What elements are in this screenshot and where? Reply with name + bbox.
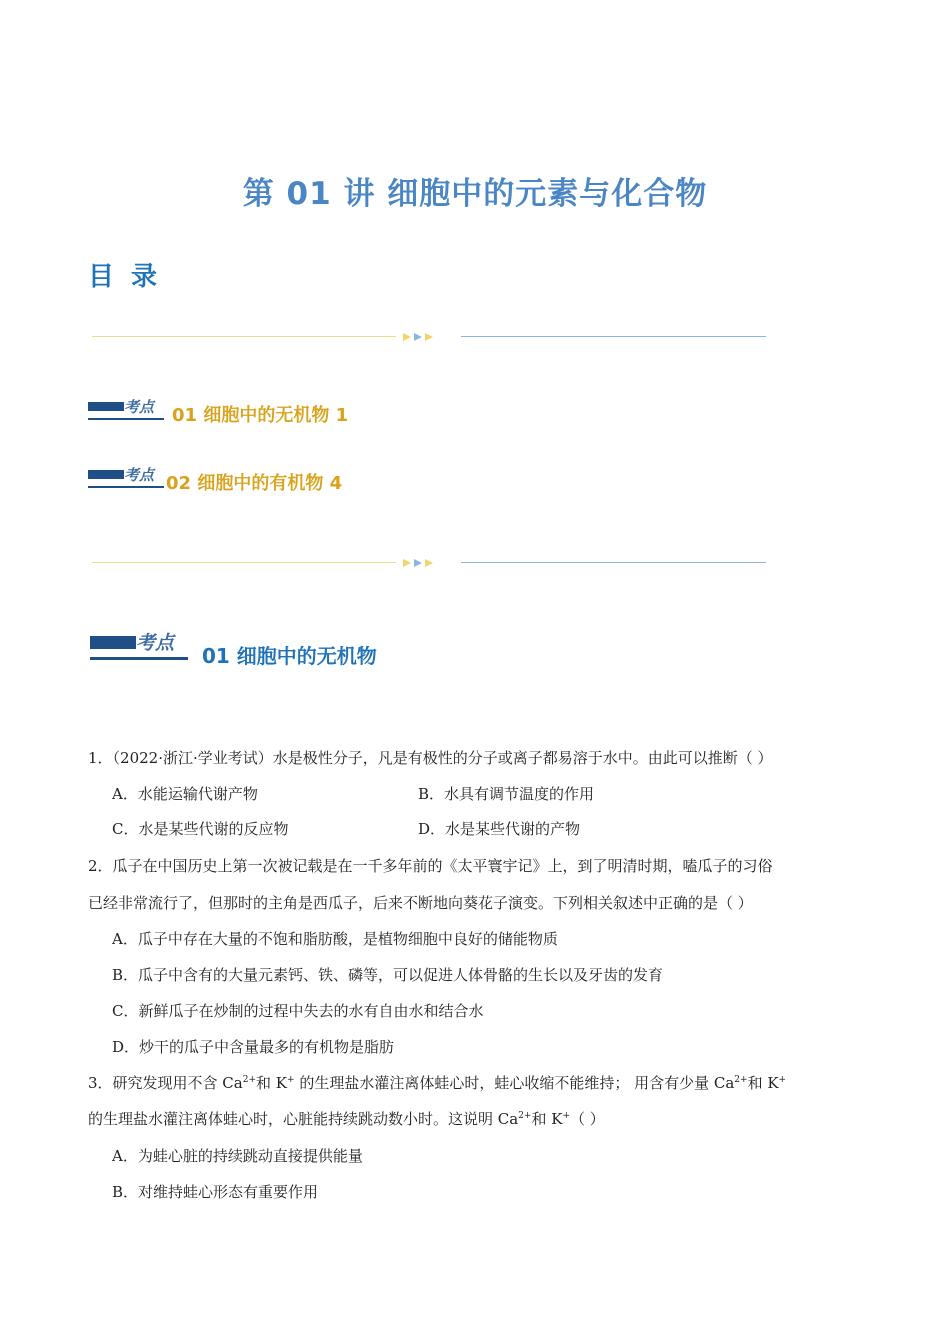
question-1-option-a: A．水能运输代谢产物 (112, 785, 258, 803)
question-1-option-b: B．水具有调节温度的作用 (418, 785, 595, 803)
document-title: 第 01 讲 细胞中的元素与化合物 (242, 176, 708, 212)
toc-badge-1: 考点 (88, 398, 168, 422)
question-3-option-a: A．为蛙心脏的持续跳动直接提供能量 (112, 1147, 363, 1165)
question-2-option-c: C．新鲜瓜子在炒制的过程中失去的水有自由水和结合水 (112, 1002, 484, 1020)
toc-item-1[interactable]: 01 细胞中的无机物 1 (172, 405, 349, 426)
question-2-stem-line-2: 已经非常流行了，但那时的主角是西瓜子，后来不断地向葵花子演变。下列相关叙述中正确的是（ ） (88, 894, 753, 912)
question-2-stem-line-1: 2．瓜子在中国历史上第一次被记载是在一千多年前的《太平寰宇记》上，到了明清时期，嗑瓜子的习俗 (88, 857, 773, 875)
toc-heading: 目 录 (88, 262, 162, 292)
question-1-stem: 1．（2022·浙江·学业考试）水是极性分子，凡是有极性的分子或离子都易溶于水中。由此可以推断（ ） (88, 749, 773, 767)
toc-item-2[interactable]: 02 细胞中的有机物 4 (166, 473, 343, 494)
question-1-option-d: D．水是某些代谢的产物 (418, 820, 581, 838)
question-3-stem-line-1: 3．研究发现用不含 $Ca^{2+}$和 K+ 的生理盐水灌注离体蛙心时，蛙心收缩不能维持； 用含有少量 $Ca^{2+}$和 K+ (88, 1074, 787, 1092)
question-2-option-d: D．炒干的瓜子中含量最多的有机物是脂肪 (112, 1038, 395, 1056)
toc-badge-2: 考点 (88, 466, 168, 490)
question-2-option-b: B．瓜子中含有的大量元素钙、铁、磷等，可以促进人体骨骼的生长以及牙齿的发育 (112, 966, 664, 984)
triple-arrow-icon (403, 556, 443, 570)
section-badge: 考点 (90, 632, 190, 660)
divider-top (92, 330, 766, 344)
question-1-option-c: C．水是某些代谢的反应物 (112, 820, 289, 838)
triple-arrow-icon (403, 330, 443, 344)
question-2-option-a: A．瓜子中存在大量的不饱和脂肪酸，是植物细胞中良好的储能物质 (112, 930, 558, 948)
question-3-option-b: B．对维持蛙心形态有重要作用 (112, 1183, 319, 1201)
divider-bottom (92, 556, 766, 570)
question-3-stem-line-2: 的生理盐水灌注离体蛙心时，心脏能持续跳动数小时。这说明 $Ca^{2+}$和 K+（ ） (88, 1110, 605, 1128)
section-title: 01 细胞中的无机物 (202, 644, 377, 668)
